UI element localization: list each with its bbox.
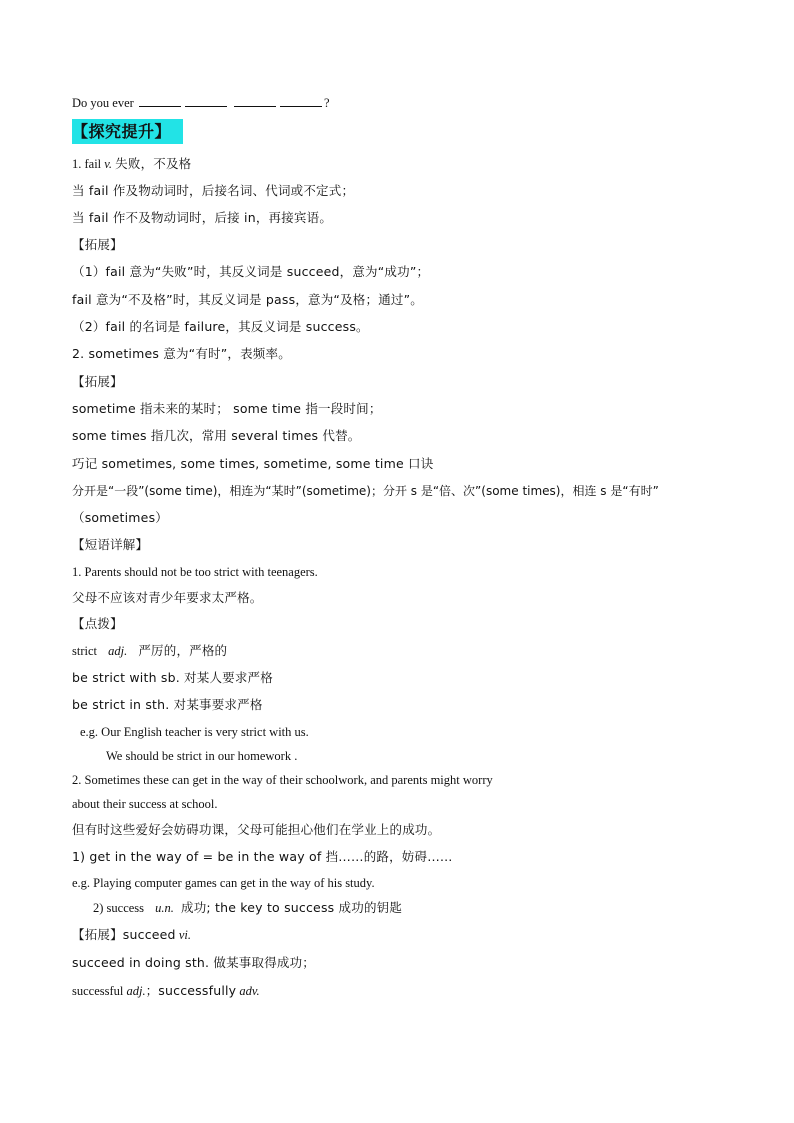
text-line: （sometimes） <box>72 510 168 525</box>
subheading-tips: 【点拨】 <box>72 616 123 631</box>
answer-blank-1[interactable] <box>139 95 181 107</box>
example-sentence: We should be strict in our homework . <box>106 749 298 763</box>
text-line: 当 fail 作及物动词时，后接名词、代词或不定式； <box>72 183 355 198</box>
example-sentence: e.g. Our English teacher is very strict with us. <box>80 725 309 739</box>
text-line: 2. sometimes 意为“有时”，表频率。 <box>72 346 291 361</box>
vocab-success <box>93 900 402 916</box>
text-line: sometime 指未来的某时； some time 指一段时间； <box>72 401 382 416</box>
definition: 严厉的，严格的 <box>138 643 228 658</box>
vocab-successful <box>72 983 260 999</box>
text-line: （2）fail 的名词是 failure，其反义词是 success。 <box>72 319 369 334</box>
word: 【拓展】succeed <box>72 927 176 942</box>
part-of-speech: adj. <box>108 644 128 658</box>
part-of-speech: v. <box>104 157 113 171</box>
text-line: succeed in doing sth. 做某事取得成功； <box>72 955 316 970</box>
answer-blank-3[interactable] <box>234 95 276 107</box>
translation: 但有时这些爱好会妨碍功课，父母可能担心他们在学业上的成功。 <box>72 822 441 837</box>
item-fail-heading <box>72 156 191 172</box>
answer-blank-2[interactable] <box>185 95 227 107</box>
subheading-phrases: 【短语详解】 <box>72 537 149 552</box>
item-number-text: 1. fail <box>72 157 102 171</box>
text-line: be strict in sth. 对某事要求严格 <box>72 697 263 712</box>
section-banner: 【探究提升】 <box>72 119 183 144</box>
translation: 父母不应该对青少年要求太严格。 <box>72 590 263 605</box>
answer-blank-4[interactable] <box>280 95 322 107</box>
example-sentence: about their success at school. <box>72 797 218 811</box>
part-of-speech: vi. <box>178 928 191 942</box>
word: strict <box>72 644 97 658</box>
definition: 成功; the key to success 成功的钥匙 <box>181 900 403 915</box>
word: ；successfully <box>145 983 237 998</box>
example-sentence: 2. Sometimes these can get in the way of their schoolwork, and parents might worry <box>72 773 493 787</box>
question-prefix: Do you ever <box>72 96 134 110</box>
text-line: （1）fail 意为“失败”时，其反义词是 succeed，意为“成功”； <box>72 264 430 279</box>
text-line: 1) get in the way of = be in the way of 挡……的路，妨碍…… <box>72 849 453 864</box>
fill-in-question <box>72 95 330 111</box>
subheading-extension: 【拓展】 <box>72 237 123 252</box>
vocab-strict <box>72 643 227 659</box>
question-suffix: ? <box>324 96 330 110</box>
part-of-speech: adj. <box>126 984 146 998</box>
definition: 失败，不及格 <box>115 156 192 171</box>
text-line: some times 指几次，常用 several times 代替。 <box>72 428 361 443</box>
example-sentence: e.g. Playing computer games can get in the way of his study. <box>72 876 375 890</box>
part-of-speech: adv. <box>239 984 260 998</box>
word: successful <box>72 984 124 998</box>
text-line: fail 意为“不及格”时，其反义词是 pass，意为“及格；通过”。 <box>72 292 423 307</box>
extension-succeed <box>72 927 191 943</box>
text-line: 巧记 sometimes, some times, sometime, some time 口诀 <box>72 456 434 471</box>
word: 2) success <box>93 901 145 915</box>
text-line: be strict with sb. 对某人要求严格 <box>72 670 273 685</box>
text-line: 当 fail 作不及物动词时，后接 in，再接宾语。 <box>72 210 333 225</box>
example-sentence: 1. Parents should not be too strict with teenagers. <box>72 565 318 579</box>
part-of-speech: u.n. <box>155 901 174 915</box>
subheading-extension: 【拓展】 <box>72 374 123 389</box>
text-line: 分开是“一段”(some time)，相连为“某时”(sometime)；分开 s 是“倍、次”(some times)，相连 s 是“有时” <box>72 484 659 498</box>
